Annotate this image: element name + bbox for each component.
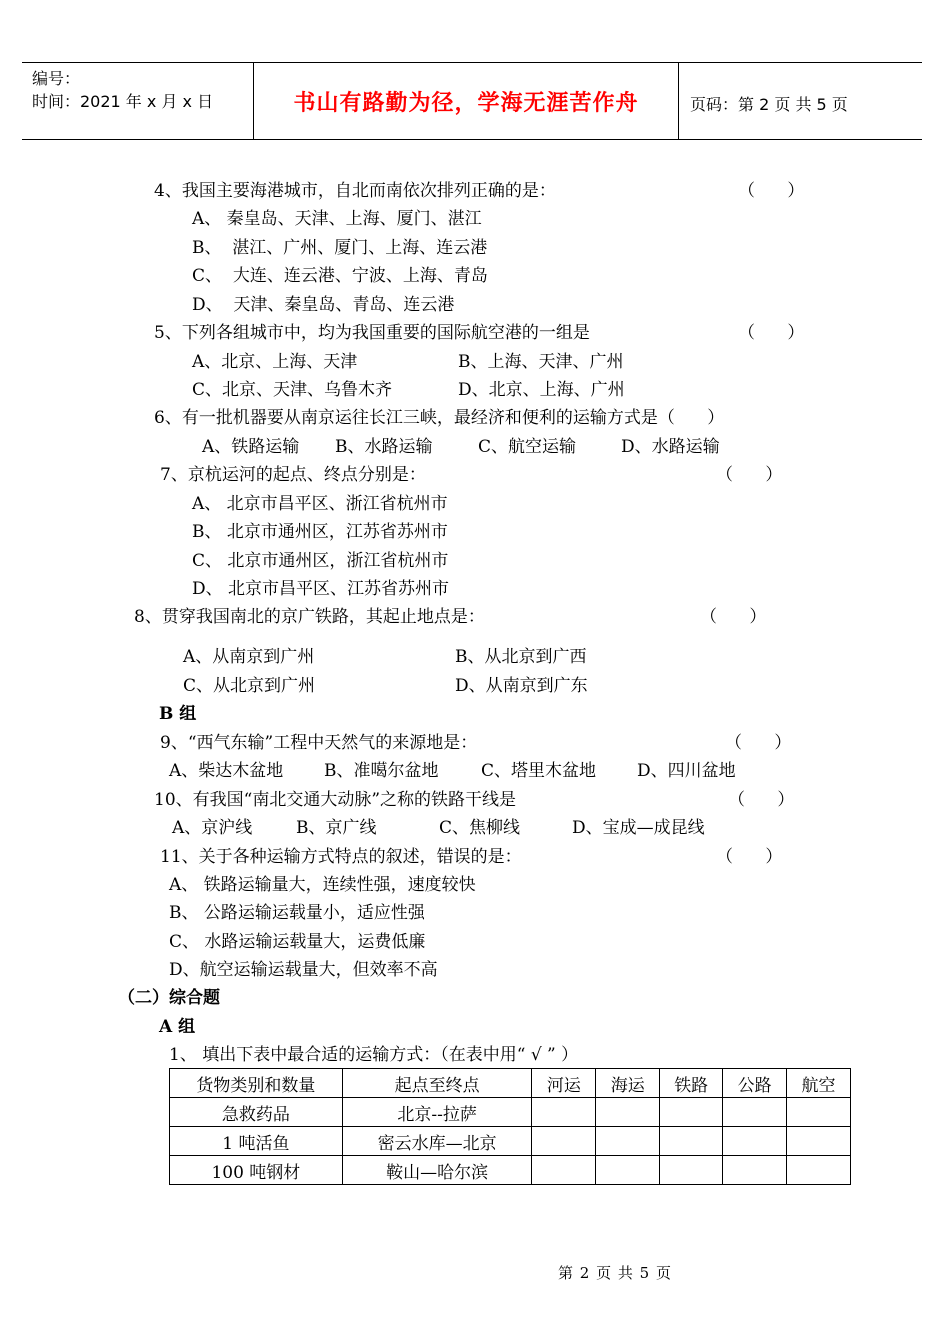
table-header-cell: 海运 [596, 1069, 660, 1098]
option: D、从南京到广东 [455, 676, 588, 696]
answer-blank[interactable]: （ ） [738, 181, 805, 201]
option: D、北京、上海、广州 [458, 380, 625, 400]
option: A、铁路运输 [202, 437, 300, 457]
group-a-heading: A 组 [159, 1017, 196, 1037]
option: B、 公路运输运载量小，适应性强 [169, 903, 425, 923]
table-header-cell: 公路 [723, 1069, 787, 1098]
question-stem: 6、有一批机器要从南京运往长江三峡，最经济和便利的运输方式是（ ） [154, 408, 725, 428]
table-cell: 1 吨活鱼 [170, 1127, 343, 1156]
fill-question: 1、 填出下表中最合适的运输方式：（在表中用“ √ ” ） [169, 1045, 579, 1065]
option: B、上海、天津、广州 [458, 352, 624, 372]
table-answer-cell[interactable] [660, 1127, 723, 1156]
question-stem: 4、我国主要海港城市，自北而南依次排列正确的是： [154, 181, 556, 201]
table-answer-cell[interactable] [596, 1156, 660, 1185]
option: B、京广线 [296, 818, 377, 838]
answer-blank[interactable]: （ ） [716, 847, 783, 867]
table-answer-cell[interactable] [532, 1156, 596, 1185]
option: B、准噶尔盆地 [324, 761, 439, 781]
answer-blank[interactable]: （ ） [700, 607, 767, 627]
table-answer-cell[interactable] [787, 1156, 851, 1185]
option: D、 北京市昌平区、江苏省苏州市 [192, 579, 450, 599]
number-label: 编号： [32, 69, 81, 88]
page-footer: 第 2 页 共 5 页 [558, 1264, 672, 1282]
option: D、 天津、秦皇岛、青岛、连云港 [192, 295, 455, 315]
option: A、 北京市昌平区、浙江省杭州市 [192, 494, 448, 514]
table-cell: 急救药品 [170, 1098, 343, 1127]
table-answer-cell[interactable] [596, 1127, 660, 1156]
table-answer-cell[interactable] [723, 1127, 787, 1156]
table-header-cell: 起点至终点 [342, 1069, 532, 1098]
question-stem: 10、有我国“南北交通大动脉”之称的铁路干线是 [154, 790, 517, 810]
option: D、四川盆地 [637, 761, 736, 781]
table-row [170, 1156, 851, 1185]
question-stem: 11、关于各种运输方式特点的叙述，错误的是： [160, 847, 522, 867]
option: C、 水路运输运载量大，运费低廉 [169, 932, 426, 952]
header-top-rule [22, 62, 922, 63]
option: B、水路运输 [335, 437, 433, 457]
table-answer-cell[interactable] [660, 1098, 723, 1127]
group-b-heading: B 组 [159, 704, 197, 724]
motto-title: 书山有路勤为径，学海无涯苦作舟 [293, 91, 639, 116]
option: A、 铁路运输量大，连续性强，速度较快 [169, 875, 476, 895]
table-header-row [170, 1069, 851, 1098]
section-title: （二）综合题 [118, 988, 220, 1008]
table-header-cell: 货物类别和数量 [170, 1069, 343, 1098]
table-cell: 北京--拉萨 [342, 1098, 532, 1127]
option: B、 北京市通州区，江苏省苏州市 [192, 522, 448, 542]
header-bottom-rule [22, 139, 922, 140]
table-answer-cell[interactable] [723, 1098, 787, 1127]
table-row [170, 1098, 851, 1127]
option: A、北京、上海、天津 [192, 352, 358, 372]
option: B、 湛江、广州、厦门、上海、连云港 [192, 238, 488, 258]
option: C、焦柳线 [439, 818, 521, 838]
table-cell: 100 吨钢材 [170, 1156, 343, 1185]
transport-table [169, 1068, 851, 1185]
option: D、水路运输 [621, 437, 720, 457]
question-stem: 5、下列各组城市中，均为我国重要的国际航空港的一组是 [154, 323, 590, 343]
answer-blank[interactable]: （ ） [728, 790, 795, 810]
option: A、 秦皇岛、天津、上海、厦门、湛江 [192, 209, 482, 229]
table-header-cell: 河运 [532, 1069, 596, 1098]
option: C、从北京到广州 [183, 676, 316, 696]
table-answer-cell[interactable] [596, 1098, 660, 1127]
table-row [170, 1127, 851, 1156]
question-stem: 9、“西气东输”工程中天然气的来源地是： [160, 733, 478, 753]
table-answer-cell[interactable] [532, 1127, 596, 1156]
answer-blank[interactable]: （ ） [716, 465, 783, 485]
option: C、航空运输 [478, 437, 577, 457]
table-cell: 密云水库—北京 [342, 1127, 532, 1156]
table-answer-cell[interactable] [787, 1098, 851, 1127]
answer-blank[interactable]: （ ） [738, 323, 805, 343]
table-answer-cell[interactable] [532, 1098, 596, 1127]
option: C、 北京市通州区，浙江省杭州市 [192, 551, 449, 571]
option: A、从南京到广州 [183, 647, 315, 667]
option: D、航空运输运载量大，但效率不高 [169, 960, 438, 980]
table-answer-cell[interactable] [787, 1127, 851, 1156]
option: D、宝成—成昆线 [572, 818, 705, 838]
option: C、 大连、连云港、宁波、上海、青岛 [192, 266, 488, 286]
option: A、京沪线 [172, 818, 253, 838]
header-divider-right [678, 62, 679, 140]
option: C、北京、天津、乌鲁木齐 [192, 380, 393, 400]
table-header-cell: 航空 [787, 1069, 851, 1098]
table-answer-cell[interactable] [723, 1156, 787, 1185]
option: A、柴达木盆地 [169, 761, 284, 781]
answer-blank[interactable]: （ ） [725, 733, 792, 753]
table-header-cell: 铁路 [660, 1069, 723, 1098]
table-answer-cell[interactable] [660, 1156, 723, 1185]
question-stem: 7、京杭运河的起点、终点分别是： [160, 465, 426, 485]
date-label: 时间：2021 年 x 月 x 日 [32, 92, 214, 111]
page-label: 页码：第 2 页 共 5 页 [690, 95, 848, 114]
table-cell: 鞍山—哈尔滨 [342, 1156, 532, 1185]
question-stem: 8、贯穿我国南北的京广铁路，其起止地点是： [134, 607, 485, 627]
option: C、塔里木盆地 [481, 761, 597, 781]
option: B、从北京到广西 [455, 647, 587, 667]
